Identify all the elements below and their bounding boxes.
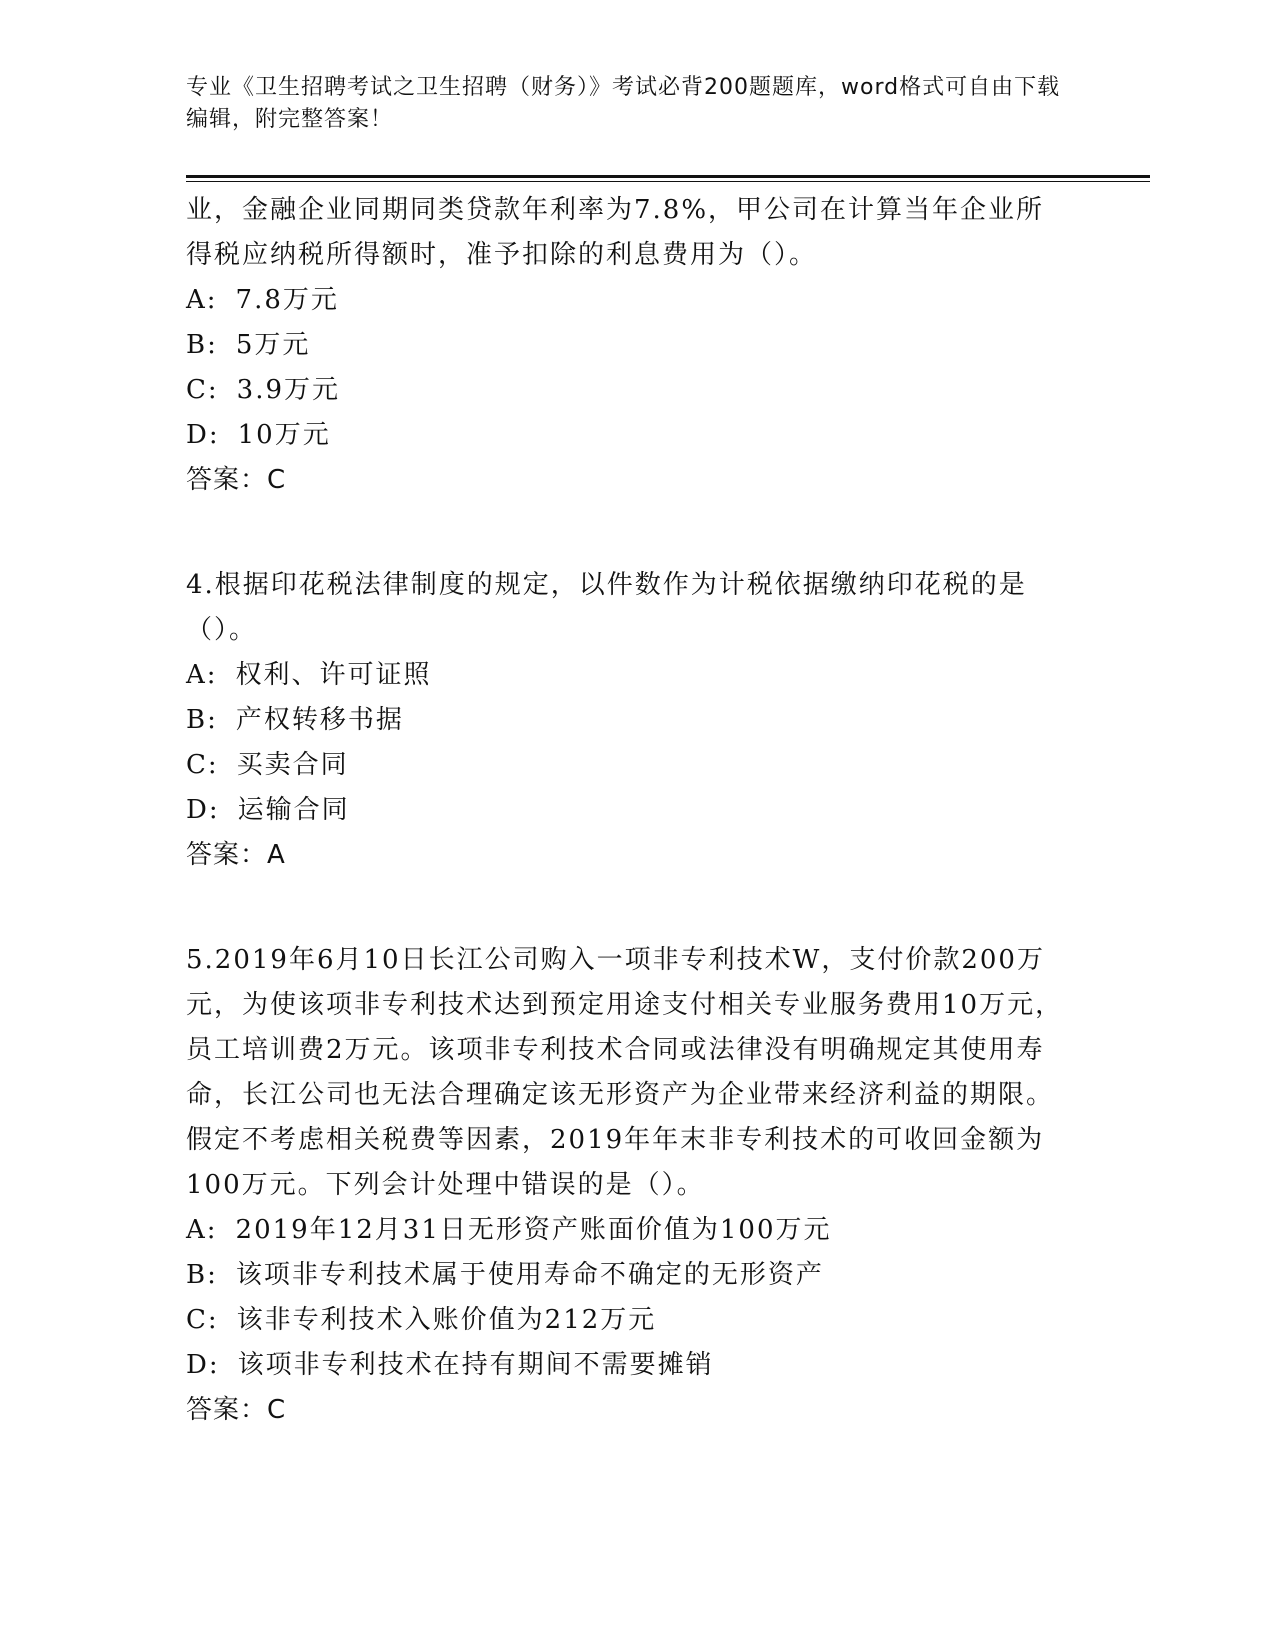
option-a	[186, 1208, 1066, 1253]
answer-line: 答案：C	[186, 1395, 287, 1425]
question-3	[186, 188, 1066, 503]
option-key: A:	[186, 660, 218, 690]
option-d	[186, 788, 1066, 833]
option-text: 权利、许可证照	[235, 660, 432, 690]
option-text: 产权转移书据	[235, 705, 404, 735]
header-divider-thin	[186, 181, 1150, 182]
option-text: 10万元	[237, 420, 331, 450]
option-key: D:	[186, 1350, 220, 1380]
question-text: 4.根据印花税法律制度的规定，以件数作为计税依据缴纳印花税的是（）。	[186, 570, 1027, 645]
question-text: 5.2019年6月10日长江公司购入一项非专利技术W，支付价款200万元，为使该项非专利技术达到预定用途支付相关专业服务费用10万元，员工培训费2万元。该项非专利技术合同或法律没有明确规定其使用寿命，长江公司也无法合理确定该无形资产为企业带来经济利益的期限。假定不考虑相关税费等因素，2019年年末非专利技术的可收回金额为100万元。下列会计处理中错误的是（）。	[186, 945, 1064, 1200]
option-a	[186, 278, 1066, 323]
option-a	[186, 653, 1066, 698]
option-text: 5万元	[235, 330, 311, 360]
option-c	[186, 743, 1066, 788]
option-key: C:	[186, 375, 219, 405]
option-text: 该项非专利技术属于使用寿命不确定的无形资产	[235, 1260, 824, 1290]
option-key: C:	[186, 1305, 219, 1335]
option-key: B:	[186, 1260, 218, 1290]
option-text: 该项非专利技术在持有期间不需要摊销	[237, 1350, 714, 1380]
option-key: D:	[186, 420, 220, 450]
option-text: 运输合同	[237, 795, 350, 825]
option-text: 该非专利技术入账价值为212万元	[236, 1305, 657, 1335]
option-c	[186, 1298, 1066, 1343]
option-key: C:	[186, 750, 219, 780]
option-b	[186, 323, 1066, 368]
question-text: 业，金融企业同期同类贷款年利率为7.8%，甲公司在计算当年企业所得税应纳税所得额时，准予扣除的利息费用为（）。	[186, 195, 1045, 270]
option-key: A:	[186, 285, 218, 315]
question-5	[186, 938, 1066, 1433]
option-text: 买卖合同	[236, 750, 349, 780]
option-d	[186, 413, 1066, 458]
option-b	[186, 698, 1066, 743]
option-key: D:	[186, 795, 220, 825]
answer-line: 答案：A	[186, 840, 286, 870]
question-list	[186, 188, 1066, 1433]
answer-line: 答案：C	[186, 465, 287, 495]
document-header: 专业《卫生招聘考试之卫生招聘（财务）》考试必背200题题库，word格式可自由下载编辑，附完整答案！	[186, 75, 1061, 132]
option-key: B:	[186, 330, 218, 360]
question-4	[186, 563, 1066, 878]
option-text: 7.8万元	[235, 285, 339, 315]
option-d	[186, 1343, 1066, 1388]
option-key: A:	[186, 1215, 218, 1245]
option-text: 3.9万元	[236, 375, 341, 405]
header-divider-thick	[186, 175, 1150, 178]
option-text: 2019年12月31日无形资产账面价值为100万元	[235, 1215, 832, 1245]
option-c	[186, 368, 1066, 413]
option-key: B:	[186, 705, 218, 735]
option-b	[186, 1253, 1066, 1298]
